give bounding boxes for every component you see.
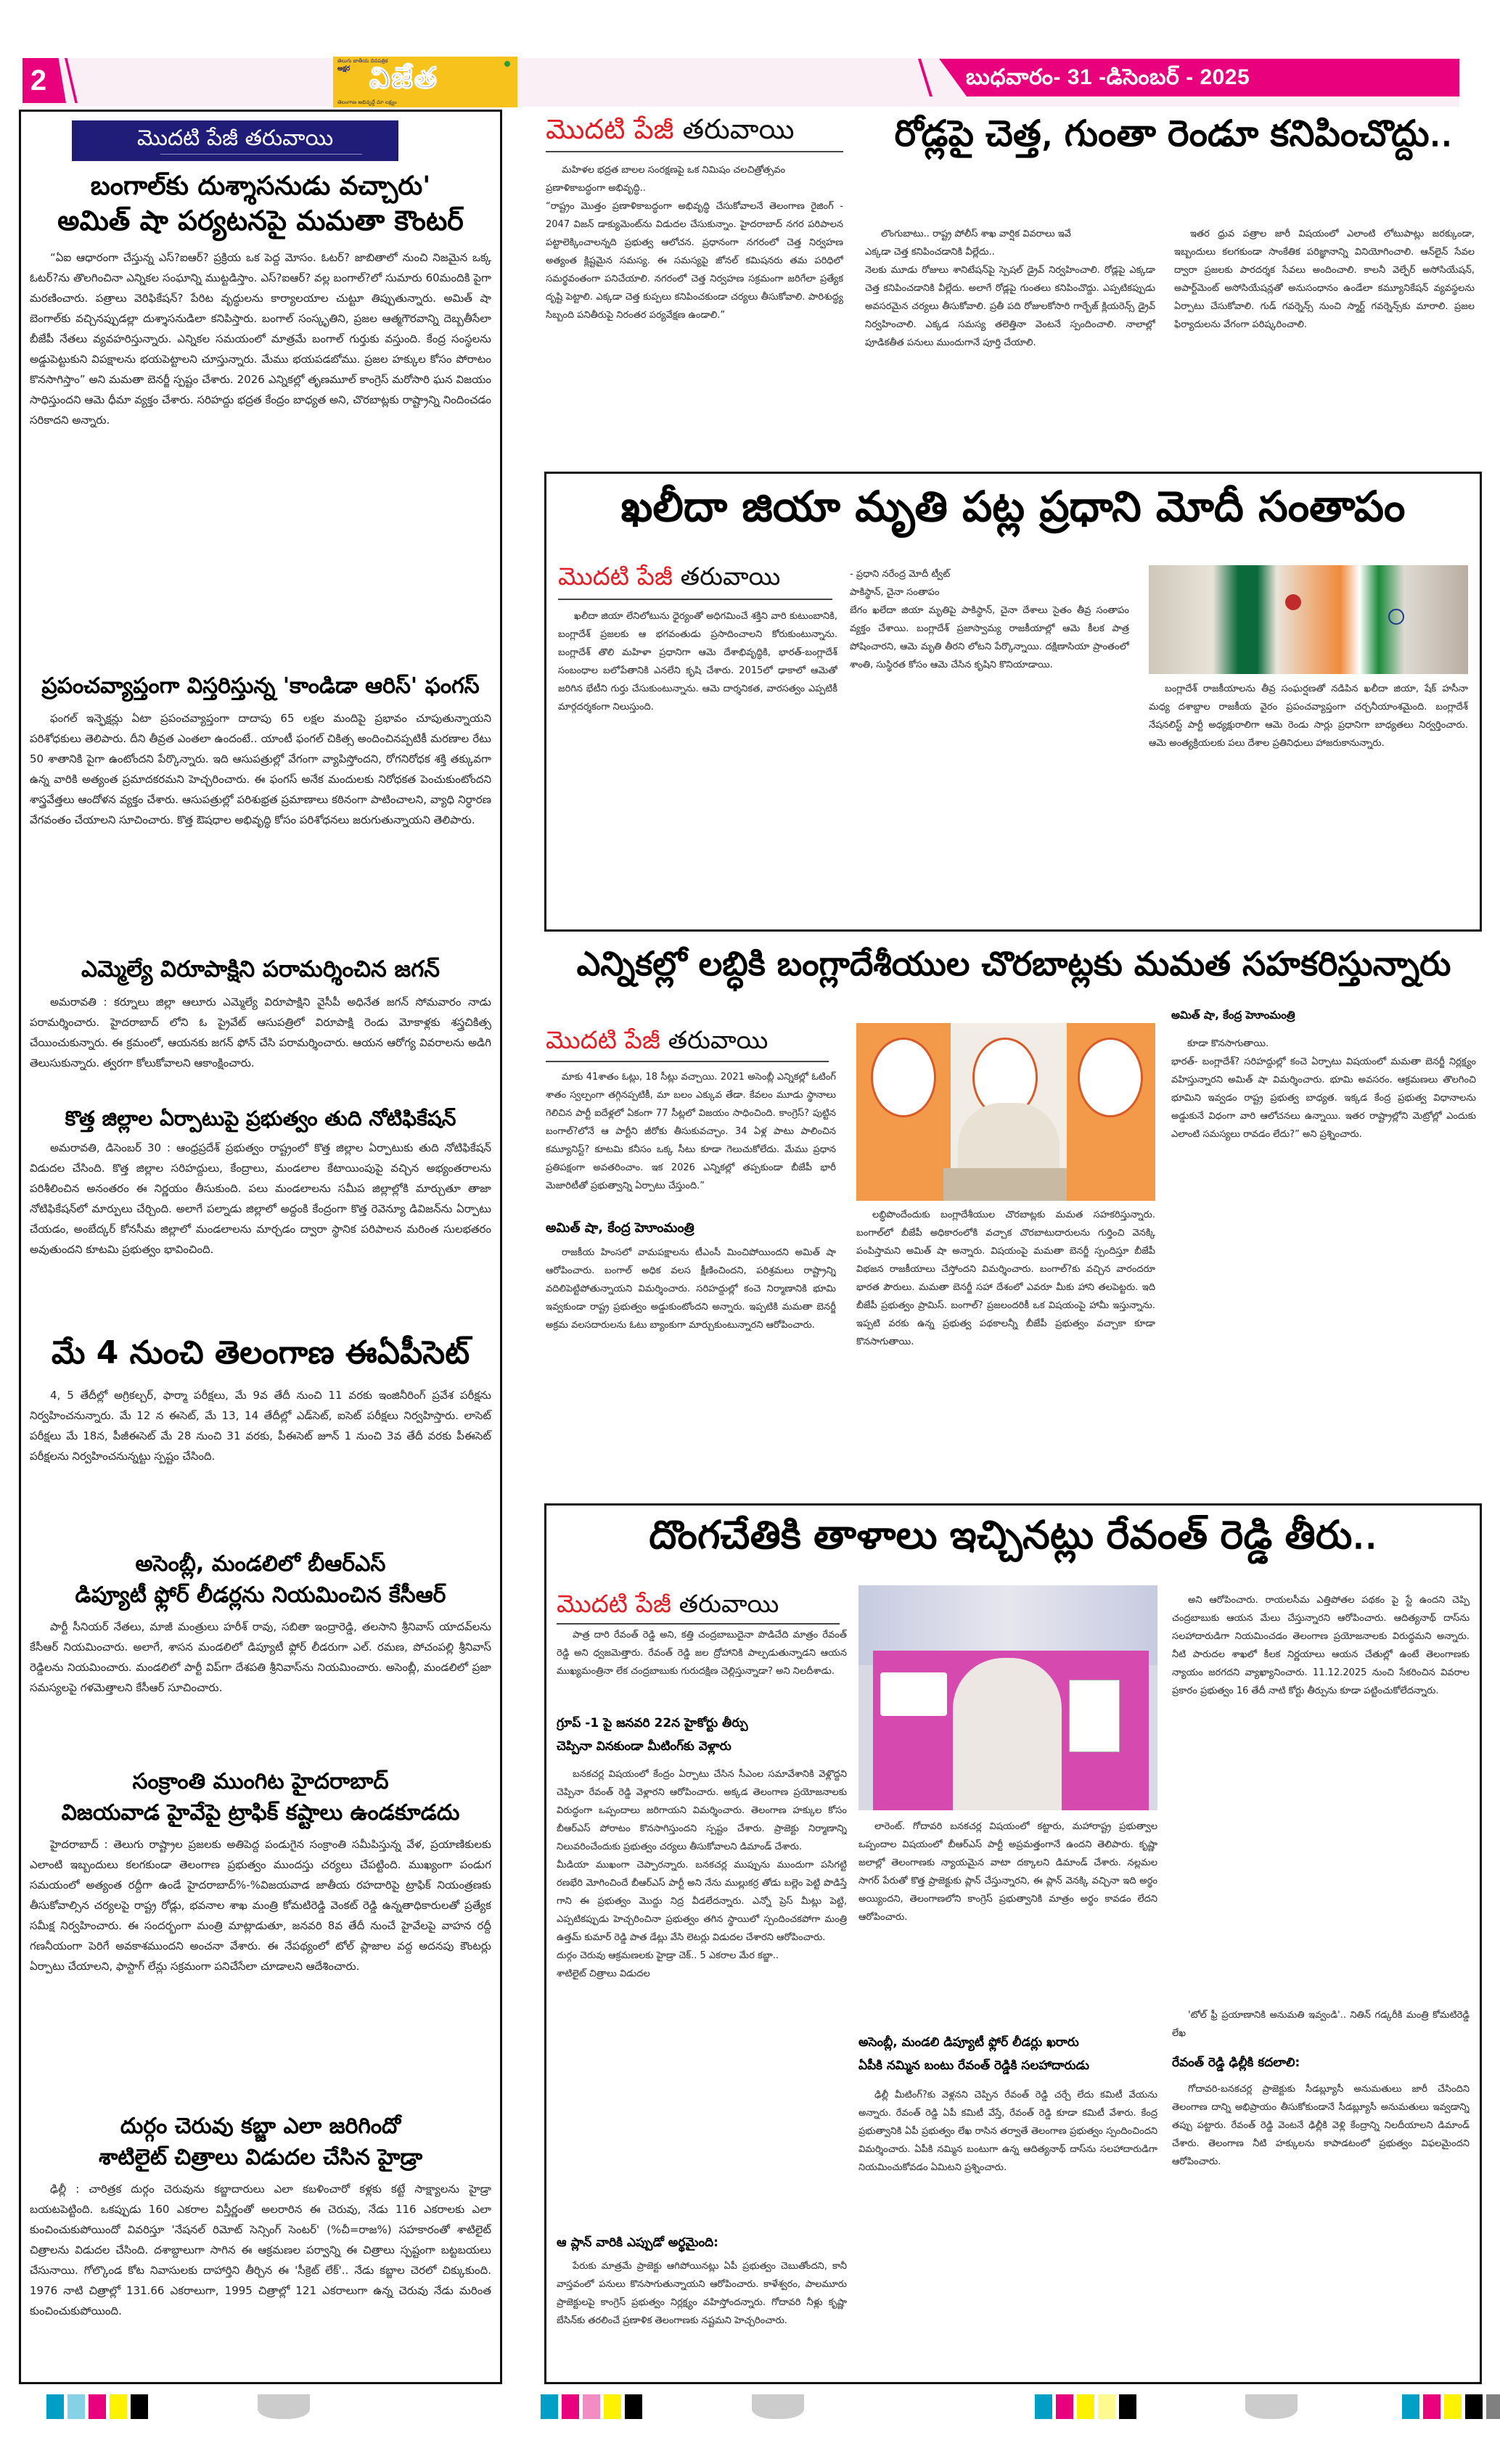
article-headline-line: అసెంబ్లీ, మండలిలో బీఆర్ఎస్ <box>135 1551 386 1577</box>
article-intro: పాత్ర దారి రేవంత్ రెడ్డి అని, కత్తి చంద్రబాబుదైనా పొడిచేది మాత్రం రేవంత్ రెడ్డి అని ధ్వజమెత్తారు. రేవంత్ రెడ్డి జల ద్రోహానికి పాల్పడుతున్నాడని ఆయన ముఖ్యమంత్రినా లేక చంద్రబాబుకు గురుదక్షిణ చెల్లిస్తున్నాడా? అని నిలదీశాడు. <box>557 1630 847 1677</box>
color-swatch <box>562 2394 579 2419</box>
article-mamata-counter <box>30 171 491 654</box>
continued-label-underline <box>160 154 362 155</box>
article-headline-line: అమిత్ షా పర్యటనపై మమతా కౌంటర్ <box>57 205 464 237</box>
article-amit-shah-infiltration <box>546 936 1482 1444</box>
lotus-logo-icon <box>1078 1038 1143 1117</box>
article-body-col1: మహిళల భద్రత బాలల సంరక్షణపై ఒక నిమిషం చలచిత్రోత్సవం ప్రణాళికాబద్ధంగా అభివృద్ధి.. “రాష్ట్రం మొత్తం ప్రణాళికాబద్ధంగా అభివృద్ధి చేసుకోవాలనే తెలంగాణ రైజింగ్ - 2047 విజన్ డాక్యుమెంట్‌ను విడుదల చేసుకున్నాం. హైదరాబాద్ నగర పరిపాలన పట్టాలెక్కించాలన్నది ప్రభుత్వ ఆలోచన. ప్రధానంగా నగరంలో చెత్త నిర్వహణ అత్యంత క్లిష్టమైన సమస్య. ఈ సమస్యపై జోనల్ కమిషనరు తమ పరిధిలో సమర్థవంతంగా పనిచేయాలి. నగరంలో చెత్త నిర్వహణ సక్రమంగా జరిగేలా ప్రత్యేక దృష్టి పెట్టాలి. ఎక్కడా చెత్త కుప్పలు కనిపించకుండా చర్యలు తీసుకోవాలి. పారిశుద్ధ్య సిబ్బంది పనితీరుపై నిరంతర పర్యవేక్షణ ఉండాలి.” <box>546 165 843 321</box>
article-body-col1b: రాజకీయ హింసలో వామపక్షాలను టీఎంసీ మించిపోయిందని అమిత్ షా ఆరోపించారు. బంగాల్ అధిక వలస క్షీణించిందని, పరిశ్రమలు రాష్ట్రాన్ని వదిలిపెట్టిపోతున్నాయని విమర్శించారు. సరిహద్దుల్లో కంచె నిర్మాణానికి భూమి ఇవ్వకుండా రాష్ట్ర ప్రభుత్వం అడ్డుకుంటోందని అన్నారు. ఇప్పటికి మమతా బెనర్జీ అక్రమ వలసదారులను ఓటు బ్యాంకుగా మార్చుకుంటున్నారని ఆరోపించారు. <box>546 1247 836 1331</box>
page-number-slant-stripe <box>65 58 78 103</box>
color-swatch <box>89 2394 106 2419</box>
article-byline: అమిత్ షా, కేంద్ర హెూంమంత్రి <box>546 1220 694 1236</box>
color-swatch <box>1465 2394 1483 2419</box>
article-body: “ఏఐ ఆధారంగా చేస్తున్న ఎస్?ఐఆర్? ప్రక్రియ ఒక పెద్ద మోసం. ఓటర్? జాబితాలో నుంచి నిజమైన ఒక్క ఓటర్?ను తొలగించినా ఎన్నికల సంఘాన్ని ముట్టడిస్తాం. ఎస్?ఐఆర్? వల్ల బంగాల్?లో సుమారు 60మందికి పైగా మరణించారు. పత్రాలు వెరిఫికేషన్? పేరిట వృద్ధులను కార్యాలయాల చుట్టూ తిప్పుతున్నారు. అమిత్ షా బెంగాల్‌కు వచ్చినప్పుడల్లా దుశ్శాసనుడిలా కనిపిస్తారు. బంగాల్ సంస్కృతిని, ప్రజల ఆత్మగౌరవాన్ని దెబ్బతీసేలా బీజేపీ నేతలు వ్యవహరిస్తున్నారు. ఎన్నికల సమయంలో మాత్రమే బంగాల్ గుర్తుకు వస్తుంది. కేంద్ర సంస్థలను అడ్డుపెట్టుకుని విపక్షాలను భయపెట్టాలని చూస్తున్నారు. మేము భయపడబోము. ప్రజల హక్కుల కోసం పోరాటం కొనసాగిస్తాం” అని మమతా బెనర్జీ స్పష్టం చేశారు. 2026 ఎన్నికల్లో తృణమూల్ కాంగ్రెస్ మరోసారి ఘన విజయం సాధిస్తుందని ఆమె ధీమా వ్యక్తం చేశారు. సరిహద్దు భద్రత కేంద్రం బాధ్యత అని, చొరబాట్లకు రాష్ట్రాన్ని నిందించడం సరికాదని అన్నారు. <box>30 251 491 427</box>
color-swatch <box>1423 2394 1440 2419</box>
article-sankranti-traffic <box>30 1770 491 2119</box>
article-subhead: రేవంత్ రెడ్డి ఢిల్లీకి కదలాలి: <box>1172 2056 1300 2070</box>
article-jagan-visits <box>30 957 491 1073</box>
continued-label <box>546 112 794 147</box>
article-durgam-cheruvu <box>30 2114 491 2362</box>
color-swatch <box>1444 2394 1462 2419</box>
continued-label-black: తరువాయి <box>668 1026 769 1055</box>
article-body-col2: లొంగుబాటు.. రాష్ట్ర పోలీస్ శాఖ వార్షిక వివరాలు ఇవే ఎక్కడా చెత్త కనిపించడానికి వీల్లేదు.. నెలకు మూడు రోజులు శానిటేషన్‌పై స్పెషల్ డ్రైవ్ నిర్వహించాలి. రోడ్లపై ఎక్కడా చెత్త కనిపించడానికి వీల్లేదు. అలాగే రోడ్లపై గుంతలు కనిపించొద్దు. ఎప్పటికప్పుడు అవసరమైన చర్యలు తీసుకోవాలి. ప్రతీ పది రోజులకోసారి గార్బేజ్ క్లియరెన్స్ డ్రైవ్ నిర్వహించాలి. ఎక్కడ సమస్య తలెత్తినా వెంటనే స్పందించాలి. నాలాల్లో పూడికతీత పనులు ముందుగానే పూర్తి చేయాలి. <box>865 229 1155 348</box>
article-body-col1c: పేరుకు మాత్రమే ప్రాజెక్టు ఆగిపోయినట్లు ఏపీ ప్రభుత్వం చెబుతోందని, కానీ వాస్తవంలో పనులు కొనసాగుతున్నాయని ఆరోపించారు. కాళేశ్వరం, పాలమూరు ప్రాజెక్టులపై కాంగ్రెస్ ప్రభుత్వం నిర్లక్ష్యం వహిస్తోందన్నారు. గోదావరి నీళ్లు కృష్ణా బేసిన్‌కు తరలించే ప్రణాళిక తెలంగాణకు నష్టమని హెచ్చరించారు. <box>557 2261 847 2326</box>
continued-label-black: తరువాయి <box>679 1590 779 1619</box>
flag-india-icon <box>1388 609 1404 625</box>
continued-label: మొదటి పేజీ తరువాయి <box>136 126 334 151</box>
continued-label-box <box>72 120 398 161</box>
article-body: అమరావతి : కర్నూలు జిల్లా ఆలూరు ఎమ్మెల్యే విరూపాక్షిని వైసీపీ అధినేత జగన్ సోమవారం నాడు పరామర్శించారు. హైదరాబాద్ లోని ఓ ప్రైవేట్ ఆసుపత్రిలో విరూపాక్షి రెండు మోకాళ్లకు శస్త్రచికిత్స చేయించుకున్నారు. ఈ క్రమంలో, ఆయనకు జగన్ ఫోన్ చేసి పరామర్శించారు. ఆయన ఆరోగ్య వివరాలను అడిగి తెలుసుకున్నారు. త్వరగా కోలుకోవాలని ఆకాంక్షించారు. <box>30 995 491 1069</box>
color-swatch <box>1486 2394 1500 2419</box>
article-body-col3: ఇతర ధ్రువ పత్రాల జారీ విషయంలో ఎలాంటి లోటుపాట్లు జరక్కుండా, ఇబ్బందులు కలగకుండా సాంకేతిక పరిజ్ఞానాన్ని వినియోగించాలి. ఆన్‌లైన్ సేవల ద్వారా ప్రజలకు పారదర్శక సేవలు అందించాలి. కాలనీ వెల్ఫేర్ అసోసియేషన్, అపార్ట్‌మెంట్ అసోసియేషన్లతో అనుసంధానం ఉండేలా కమ్యూనికేషన్ వ్యవస్థలను ఏర్పాటు చేసుకోవాలి. గుడ్ గవర్నెన్స్ నుంచి స్మార్ట్ గవర్నెన్స్‌కు మారాలి. ప్రజల ఫిర్యాదులను వేగంగా పరిష్కరించాలి. <box>1174 229 1475 330</box>
document-held <box>1069 1680 1120 1752</box>
color-swatch <box>110 2394 127 2419</box>
article-candida-auris <box>30 674 491 952</box>
color-swatch <box>1035 2394 1052 2419</box>
article-subhead: గ్రూప్ -1 పై జనవరి 22న హైకోర్టు తీర్పు <box>557 1716 748 1730</box>
flag-bangladesh-icon <box>1285 594 1301 610</box>
article-headline-line: బంగాల్‌కు దుశ్శాసనుడు వచ్చారు' <box>90 171 431 201</box>
article-body: ఢిల్లీ : చారిత్రక దుర్గం చెరువును కబ్జాదారులు ఎలా కబళించారో కళ్లకు కట్టే సాక్ష్యాలను హైడ్రా బయటపెట్టింది. ఒకప్పుడు 160 ఎకరాల విస్తీర్ణంతో అలరారిన ఈ చెరువు, నేడు 116 ఎకరాలకు ఎలా కుంచించుకుపోయిందో వివరిస్తూ 'నేషనల్ రిమోట్ సెన్సింగ్ సెంటర్' (%చీ=రాజ%) సహకారంతో శాటిలైట్ చిత్రాలను విడుదల చేసింది. దశాబ్దాలుగా సాగిన ఈ ఆక్రమణల పర్వాన్ని ఈ చిత్రాలు స్పష్టంగా బట్టబయలు చేసునాయి. గోల్కొండ కోట నివాసులకు దాహార్తిని తీర్చిన ఈ 'సీక్రెట్ లేక్'.. నేడు కబ్జాల చెరలో చిక్కుకుంది. 1976 నాటి చిత్రాల్లో 131.66 ఎకరాలుగా, 1995 చిత్రాల్లో 121 ఎకరాలుగా ఉన్న చెరువు నేడు మరింత కుంచించుకుపోయింది. <box>30 2182 491 2317</box>
article-subhead: చెప్పినా వినకుండా మీటింగ్‌కు వెళ్లారు <box>557 1739 731 1754</box>
podium <box>943 1168 1067 1201</box>
article-subhead: అసెంబ్లీ, మండలి డిప్యూటీ ఫ్లోర్ లీడర్లు ఖరారు <box>858 2035 1079 2050</box>
issue-date: బుధవారం- 31 -డిసెంబర్ - 2025 <box>966 65 1250 89</box>
divider <box>557 1623 840 1625</box>
article-headline: ఖలీదా జియా మృతి పట్ల ప్రధాని మోదీ సంతాపం <box>620 482 1406 531</box>
article-headline-line: విజయవాడ హైవేపై ట్రాఫిక్ కష్టాలు ఉండకూడదు <box>61 1799 460 1826</box>
color-swatch <box>1402 2394 1419 2419</box>
article-body-col3b: గోదావరి-బనకచర్ల ప్రాజెక్టుకు సీడబ్ల్యూసీ అనుమతులు జారీ చేసిందిని తెలంగాణ దాన్ని అభిప్రాయం తీసుకోకుండానే సీడబ్ల్యూసీ అనుమతులు ఇవ్వడాన్ని తప్పు పట్టారు. రేవంత్ రెడ్డి వెంటనే ఢిల్లీకి వెళ్లి కేంద్రాన్ని నిలదీయాలని డిమాండ్ చేశారు. తెలంగాణ నీటి హక్కులను కాపాడటంలో ప్రభుత్వం విఫలమైందని ఆరోపించారు. <box>1172 2084 1470 2167</box>
page-header <box>22 58 1459 107</box>
color-swatch <box>1056 2394 1073 2419</box>
page-number-slant <box>54 58 66 103</box>
article-body-col3: బంగ్లాదేశ్ రాజకీయాలను తీవ్ర సంఘర్షణతో నడిపిన ఖలీదా జియా, షేక్ హసీనా మధ్య దశాబ్దాల రాజకీయ వైరం ప్రపంచవ్యాప్తంగా చర్చనీయాంశమైంది. బంగ్లాదేశ్ నేషనలిస్ట్ పార్టీ అధ్యక్షురాలిగా ఆమె రెండు సార్లు ప్రధానిగా బాధ్యతలు నిర్వర్తించారు. ఆమె అంత్యక్రియలకు పలు దేశాల ప్రతినిధులు హాజరుకానున్నారు. <box>1149 683 1468 749</box>
color-swatch <box>541 2394 558 2419</box>
continued-label-red: మొదటి పేజీ <box>546 1026 660 1055</box>
speaker-figure <box>953 1658 1062 1810</box>
continued-label-red: మొదటి పేజీ <box>558 562 673 591</box>
article-subhead-intro: 'టోల్ ఫ్రీ ప్రయాణానికి అనుమతి ఇవ్వండి'.. నితిన్ గడ్కరీకి మంత్రి కోమటిరెడ్డి లేఖ <box>1172 2010 1470 2039</box>
continued-label <box>557 1587 779 1622</box>
divider <box>546 151 843 152</box>
article-body: అమరావతి, డిసెంబర్ 30 : ఆంధ్రప్రదేశ్ ప్రభుత్వం రాష్ట్రంలో కొత్త జిల్లాల ఏర్పాటుకు తుది నోటిఫికేషన్ విడుదల చేసింది. కొత్త జిల్లాల సరిహద్దులు, కేంద్రాలు, మండలాల కేటాయింపుపై వచ్చిన అభ్యంతరాలను పరిశీలించిన అనంతరం ఈ నిర్ణయం తీసుకుంది. పలు మండలాలను సమీప జిల్లాల్లోకి మార్చుతూ తాజా నోటిఫికేషన్‌లో మార్పులు చేర్చింది. అలాగే పల్నాడు జిల్లాలో అద్దంకి కేంద్రంగా కొత్త రెవెన్యూ డివిజన్‌ను ఏర్పాటు చేయడం, అంబేద్కర్ కోనసీమ జిల్లాలో మండలాలను మార్చడం ద్వారా స్థానిక పరిపాలన మరింత సులభతరం అవుతుందని కూటమి ప్రభుత్వం భావించింది. <box>30 1141 491 1257</box>
article-body-col3: కూడా కొనసాగుతాయి. భారత్- బంగ్లాదేశ్? సరిహద్దుల్లో కంచె ఏర్పాటు విషయంలో మమతా బెనర్జీ నిర్లక్ష్యం వహిస్తున్నారని అమిత్ షా విమర్శించారు. భూమి అవసరం. ఆక్రమణలు తొలగించి భూమిని ఇవ్వడం రాష్ట్ర ప్రభుత్వ బాధ్యత. ఇక్కడ కేంద్ర ప్రభుత్వ విధానాలను అడ్డుకునే విధంగా వారి ఆలోచనలు ఉన్నాయి. ఇతర రాష్ట్రాల్లోని మెట్రోల్లో ఎందుకు ఎలాంటి సమస్యలు రావడం లేదు?” అని ప్రశ్నించారు. <box>1171 1038 1476 1140</box>
photo-harish-rao-press-meet <box>858 1585 1157 1810</box>
article-new-districts <box>30 1107 491 1341</box>
photo-modi-khaleda <box>1149 565 1468 674</box>
article-headline-line: సంక్రాంతి ముంగిట హైదరాబాద్ <box>132 1769 389 1794</box>
article-headline-line: శాటిలైట్ చిత్రాలు విడుదల చేసిన హైడ్రా <box>98 2144 423 2170</box>
article-body: 4, 5 తేదీల్లో అగ్రికల్చర్, ఫార్మా పరీక్షలు, మే 9వ తేదీ నుంచి 11 వరకు ఇంజినీరింగ్ ప్రవేశ పరీక్షను నిర్వహించనున్నారు. మే 12 న ఈసెట్, మే 13, 14 తేదీల్లో ఎడ్‌సెట్, ఐసెట్ పరీక్షలు నిర్వహిస్తారు. లాసెట్ పరీక్షలు మే 18న, పీజీఈసెట్ మే 28 నుంచి 31 వరకు, పీఈసెట్ జూన్ 1 నుంచి 3వ తేదీ వరకు పీఈసెట్ పరీక్షలను నిర్వహించనున్నట్టు స్పష్టం చేసింది. <box>30 1388 491 1463</box>
color-swatch <box>67 2394 85 2419</box>
divider <box>546 1061 829 1062</box>
article-byline-col3: అమిత్ షా, కేంద్ర హెూంమంత్రి <box>1171 1009 1295 1022</box>
article-body: పార్టీ సీనియర్ నేతలు, మాజీ మంత్రులు హరీశ్ రావు, సబితా ఇంద్రారెడ్డి, తలసాని శ్రీనివాస్ యాదవ్‌లను కేసీఆర్ నియమించారు. అలాగే, శాసన మండలిలో డిప్యూటీ ఫ్లోర్ లీడరుగా ఎల్. రమణ, పోచంపల్లి శ్రీనివాస్ రెడ్డిలను నియమించారు. మండలిలో పార్టీ విప్‌గా దేశపతి శ్రీనివాస్‌ను నియమించారు. అసెంబ్లీ, మండలిలో ప్రజా సమస్యలపై గళమెత్తాలని కేసీఆర్ సూచించారు. <box>30 1620 491 1694</box>
article-headline-line: డిప్యూటీ ఫ్లోర్ లీడర్లను నియమించిన కేసీఆర్ <box>75 1582 446 1608</box>
article-headline: ప్రపంచవ్యాప్తంగా విస్తరిస్తున్న 'కాండిడా ఆరిస్' ఫంగస్ <box>41 673 480 699</box>
article-headline: దొంగచేతికి తాళాలు ఇచ్చినట్లు రేవంత్ రెడ్డి తీరు.. <box>649 1512 1377 1558</box>
left-column-box <box>19 110 502 2384</box>
article-body-col3: అని ఆరోపించారు. రాయలసీమ ఎత్తిపోతల పథకం పై స్టే ఉందని చెప్పి చంద్రబాబుకు ఆయన మేలు చేస్తున్నారని ఆరోపించారు. ఆదిత్యనాథ్ దాస్‌ను సలహాదారుడిగా నియమించడం తెలంగాణ ప్రయోజనాలకు విరుద్ధమని అన్నారు. నీటి పారుదల శాఖలో కీలక నిర్ణయాలు ఆయన చేతుల్లో ఉంటే తెలంగాణకు న్యాయం జరగదని వ్యాఖ్యానించారు. 11.12.2025 నుంచి సేకరించిన వివరాల ప్రకారం ప్రభుత్వం 16 తేదీ నాటి కోర్టు తీర్పును కూడా పట్టించుకోలేదన్నారు. <box>1172 1595 1470 1696</box>
logo-figure-icon <box>504 61 510 67</box>
article-headline: ఎమ్మెల్యే విరూపాక్షిని పరామర్శించిన జగన్ <box>81 956 440 982</box>
logo-title: విజేత <box>369 62 438 95</box>
lotus-logo-icon <box>871 1038 936 1117</box>
color-swatch <box>131 2394 148 2419</box>
registration-oval <box>1245 2394 1298 2419</box>
brs-logo-icon <box>880 1672 947 1716</box>
article-subhead: ఆ ప్లాన్ వారికి ఎప్పుడో అర్థమైంది: <box>557 2235 718 2250</box>
logo-tagline: తెలుగు జాతీయ దినపత్రిక <box>337 58 388 64</box>
article-headline: ఎన్నికల్లో లబ్ధికి బంగ్లాదేశీయుల చొరబాట్లకు మమత సహకరిస్తున్నారు <box>576 944 1451 983</box>
article-headline: రోడ్లపై చెత్త, గుంతా రెండూ కనిపించొద్దు.. <box>894 112 1453 155</box>
article-body-col1: ఖలీదా జియా లేనిలోటును ధైర్యంతో అధిగమించే శక్తిని వారి కుటుంబానికి, బంగ్లాదేశ్ ప్రజలకు ఆ భగవంతుడు ప్రసాదించాలని కోరుకుంటున్నాను. బంగ్లాదేశ్ తొలి మహిళా ప్రధానిగా ఆమె దేశాభివృద్ధికి, భారత్-బంగ్లాదేశ్ సంబంధాల బలోపేతానికి ఎనలేని కృషి చేశారు. 2015లో ఢాకాలో ఆమెతో జరిగిన భేటీని గుర్తు చేసుకుంటున్నాను. ఆమె దార్శనికత, వారసత్వం ఎప్పటికీ మార్గదర్శకంగా నిలుస్తుంది. <box>558 611 837 712</box>
article-subhead: ఏపీకి నమ్మిన బంటు రేవంత్ రెడ్డికి సలహాదారుడు <box>858 2058 1090 2073</box>
logo-akshara: అక్షర <box>337 65 351 73</box>
color-swatch <box>1119 2394 1136 2419</box>
article-headline: కొత్త జిల్లాల ఏర్పాటుపై ప్రభుత్వం తుది నోటిఫికేషన్ <box>65 1106 456 1130</box>
continued-label-black: తరువాయి <box>680 562 781 591</box>
article-body-col2: లబ్ధిపొందేందుకు బంగ్లాదేశీయుల చొరబాట్లకు మమత సహకరిస్తున్నారు. బంగాల్‌లో బీజేపీ అధికారంలోకి వచ్చాక చొరబాటుదారులను గుర్తించి వెనక్కి పంపిస్తామని అమిత్ షా అన్నారు. విషయంపై మమతా బెనర్జీ స్పందిస్తూ బీజేపీ విభజన రాజకీయాలు చేస్తోందని విమర్శించారు. బంగాల్?కు వచ్చిన వారందరూ భారత పౌరులు. మమతా బెనర్జీ సహా దేశంలో ఎవరూ మీకు హాని తలపెట్టరు. ఇది బీజేపీ ప్రభుత్వం ప్రామిస్. బంగాల్? ప్రజలందరికీ ఒక విషయంపై హామీ ఇస్తున్నాను. ఇప్పటి వరకు ఉన్న ప్రభుత్వ పథకాలన్నీ బీజేపీ ప్రభుత్వం వచ్చాకా కూడా కొనసాగుతాయి. <box>856 1210 1155 1347</box>
article-body-col1: బనకచర్ల విషయంలో కేంద్రం ఏర్పాటు చేసిన సీఎంల సమావేశానికి వెళ్లొద్దని చెప్పినా రేవంత్ రెడ్డి వెళ్లారని ఆరోపించారు. అక్కడ తెలంగాణ ప్రయోజనాలకు విరుద్ధంగా ఒప్పందాలు జరిగాయని విమర్శించారు. తెలంగాణ హక్కుల కోసం బీఆర్ఎస్ పోరాటం కొనసాగిస్తుందని స్పష్టం చేశారు. ప్రాజెక్టు నిర్మాణాన్ని నిలువరించేందుకు ప్రభుత్వం చర్యలు తీసుకోవాలని డిమాండ్ చేశారు. మీడియా ముఖంగా చెప్పారన్నారు. బనకచర్ల ముప్పును ముందుగా పసిగట్టి రణభేరి మోగించిందే బీఆర్ఎస్ పార్టీ అని నేను ముల్లుకర్ర తోడు బల్లెం పెట్టి పొడిస్తే గాని ఈ ప్రభుత్వం మొద్దు నిద్ర వీడలేదన్నారు. ఎన్నో ప్రెస్ మీట్లు పెట్టి, ఎప్పటికప్పుడు హెచ్చరించినా ప్రభుత్వం తగిన స్థాయిలో స్పందించకపోగా మంత్రి ఉత్తమ్ కుమార్ రెడ్డి పాత డేట్లు వేసి లెటర్లు విడుదల చేశారని ఆరోపించారు. దుర్గం చెరువు ఆక్రమణలకు హైడ్రా చెక్.. 5 ఎకరాల మేర కబ్జా.. శాటిలైట్ చిత్రాలు విడుదల <box>557 1769 847 1979</box>
article-eapcet <box>30 1335 491 1466</box>
article-body: ఫంగల్ ఇన్ఫెక్షన్లు ఏటా ప్రపంచవ్యాప్తంగా దాదాపు 65 లక్షల మందిపై ప్రభావం చూపుతున్నాయని పరిశోధకులు తెలిపారు. దీని తీవ్రత ఎంతలా ఉందంటే.. యాంటీ ఫంగల్ చికిత్స అందించినప్పటికీ మరణాల రేటు 50 శాతానికి పైగా ఉంటోందని పేర్కొన్నారు. ఇది ఆసుపత్రుల్లో వేగంగా వ్యాపిస్తోందని, రోగనిరోధక శక్తి తక్కువగా ఉన్న వారికి అత్యంత ప్రమాదకరమని హెచ్చరించారు. ఈ ఫంగస్ అనేక మందులకు నిరోధకత పెంచుకుంటోందని శాస్త్రవేత్తలు ఆందోళన వ్యక్తం చేశారు. ఆసుపత్రుల్లో పరిశుభ్రత ప్రమాణాలు కఠినంగా పాటించాలని, వ్యాధి నిర్ధారణ వేగవంతం చేయాలని సూచించారు. కొత్త ఔషధాల అభివృద్ధి కోసం పరిశోధనలు జరుగుతున్నాయని తెలిపారు. <box>30 711 491 826</box>
date-band-slant <box>918 59 933 96</box>
article-headline-line: దుర్గం చెరువు కబ్జా ఎలా జరిగిందో <box>120 2114 401 2139</box>
continued-label-black: తరువాయి <box>682 113 795 145</box>
article-revanth-reddy-box <box>544 1503 1482 2384</box>
article-body-col2: - ప్రధాని నరేంద్ర మోదీ ట్వీట్ పాకిస్థాన్, చైనా సంతాపం బేగం ఖలేదా జియా మృతిపై పాకిస్థాన్, చైనా దేశాలు సైతం తీవ్ర సంతాపం వ్యక్తం చేశాయి. బంగ్లాదేశ్ ప్రజాస్వామ్య రాజకీయాల్లో ఆమె కీలక పాత్ర పోషించారని, ఆమె మృతి తీరని లోటని పేర్కొన్నాయి. దక్షిణాసియా ప్రాంతంలో శాంతి, సుస్థిరత కోసం ఆమె చేసిన కృషిని కొనియాడాయి. <box>850 569 1129 670</box>
article-body-col2: లారెంట్. గోదావరి బనకచర్ల విషయంలో కట్టారు, మహారాష్ట్ర ప్రభుత్వాల ఒప్పందాల విషయంలో బీఆర్ఎస్ పార్టీ అప్రమత్తంగానే ఉందని తెలిపారు. కృష్ణా జలాల్లో తెలంగాణకు న్యాయమైన వాటా దక్కాలని డిమాండ్ చేశారు. నల్లమల సాగర్ పేరుతో కొత్త ప్రాజెక్టుకు ప్లాన్ చేస్తున్నారని, ఈ ప్లాన్ వెనక్కి వచ్చినా ఇది అర్థం అయ్యిందని, తెలంగాణలోని కాంగ్రెస్ ప్రభుత్వానికి మాత్రం అర్థం కావడం లేదని ఆరోపించారు. <box>858 1821 1157 1923</box>
article-body-col2b: ఢిల్లీ మీటింగ్?కు వెళ్లనని చెప్పిన రేవంత్ రెడ్డి చర్చే లేదు కమిటీ వేయను అన్నారు. రేవంత్ రెడ్డి ఏపీ కమిటీ వేస్తే, రేవంత్ రెడ్డి కూడా కమిటీ వేశారు. కేంద్ర ప్రభుత్వానికి ఏపీ ప్రభుత్వం లేఖ రాసిన తర్వాతే తెలంగాణ ప్రభుత్వం స్పందించిందని విమర్శించారు. ఏపీకి నమ్మిన బంటుగా ఉన్న ఆదిత్యనాథ్ దాస్‌ను సలహాదారుడిగా నియమించుకోవడం ఏమిటని ప్రశ్నించారు. <box>858 2090 1157 2173</box>
color-swatch <box>1098 2394 1115 2419</box>
color-swatch <box>46 2394 64 2419</box>
article-body-col1: మాకు 41శాతం ఓట్లు, 18 సీట్లు వచ్చాయి. 2021 అసెంబ్లీ ఎన్నికల్లో ఓటింగ్ శాతం స్వల్పంగా తగ్గినప్పటికీ, మా బలం ఎక్కువ తేడా. కేవలం మూడు స్థానాలు గెలిచిన పార్టీ ఐదేళ్లలో ఏకంగా 77 సీట్లలో విజయం సాధించింది. కాంగ్రెస్? పుట్టిన బంగాల్?లోనే ఆ పార్టీని జీరోకు తీసుకువచ్చాం. 34 ఏళ్ల పాటు పాలించిన కమ్యూనిస్ట్? కూటమి కనీసం ఒక్క సీటు కూడా గెలుచుకోలేదు. మేము ప్రధాన ప్రతిపక్షంగా అవతరించాం. ఇక 2026 ఎన్నికల్లో తప్పకుండా బీజేపీ భారీ మెజారిటీతో ప్రభుత్వాన్ని ఏర్పాటు చేస్తుంది.” <box>546 1072 836 1191</box>
newspaper-logo[interactable] <box>333 57 517 107</box>
article-roads-garbage <box>546 109 1482 457</box>
article-headline: మే 4 నుంచి తెలంగాణ ఈఏపీసెట్ <box>51 1334 470 1371</box>
color-swatch <box>1077 2394 1094 2419</box>
article-khaleda-zia-box <box>544 472 1482 932</box>
article-body: హైదరాబాద్ : తెలుగు రాష్ట్రాల ప్రజలకు అతిపెద్ద పండుగైన సంక్రాంతి సమీపిస్తున్న వేళ, ప్రయాణికులకు ఎలాంటి ఇబ్బందులు కలగకుండా తెలంగాణ ప్రభుత్వం ముందస్తు చర్యలు చేపట్టింది. ముఖ్యంగా పండుగ సమయంలో అత్యంత రద్దీగా ఉండే హైదరాబాద్%-%విజయవాడ జాతీయ రహదారిపై ట్రాఫిక్ నియంత్రణకు తీసుకోవాల్సిన చర్యలపై రాష్ట్ర రోడ్లు, భవనాల శాఖ మంత్రి కోమటిరెడ్డి వెంకట్ రెడ్డి ఉన్నతాధికారులతో ప్రత్యేక సమీక్ష నిర్వహించారు. ఈ సందర్భంగా మంత్రి మాట్లాడుతూ, జనవరి 8వ తేదీ నుంచే హైవేలపై వాహన రద్దీ గణనీయంగా పెరిగే అవకాశముందని అంచనా వేశారు. ఈ నేపథ్యంలో టోల్ ప్లాజాల వద్ద అదనపు కౌంటర్లు ఏర్పాటు చేయాలని, ఫాస్టాగ్ లేన్లు సక్రమంగా పనిచేసేలా చూడాలని ఆదేశించారు. <box>30 1838 491 1973</box>
continued-label-red: మొదటి పేజీ <box>557 1590 671 1619</box>
continued-label <box>558 559 780 594</box>
color-swatch <box>583 2394 600 2419</box>
registration-oval <box>258 2394 310 2419</box>
color-swatch <box>625 2394 642 2419</box>
continued-label-red: మొదటి పేజీ <box>546 113 674 145</box>
article-brs-deputy-floor-leaders <box>30 1552 491 1698</box>
photo-amit-shah <box>856 1023 1155 1201</box>
logo-subtitle: తెలంగాణ అభివృద్ధే మా లక్ష్యం <box>337 99 397 105</box>
divider <box>558 599 832 600</box>
color-swatch <box>604 2394 621 2419</box>
registration-oval <box>752 2394 804 2419</box>
continued-label <box>546 1023 768 1058</box>
page-number: 2 <box>22 58 54 103</box>
